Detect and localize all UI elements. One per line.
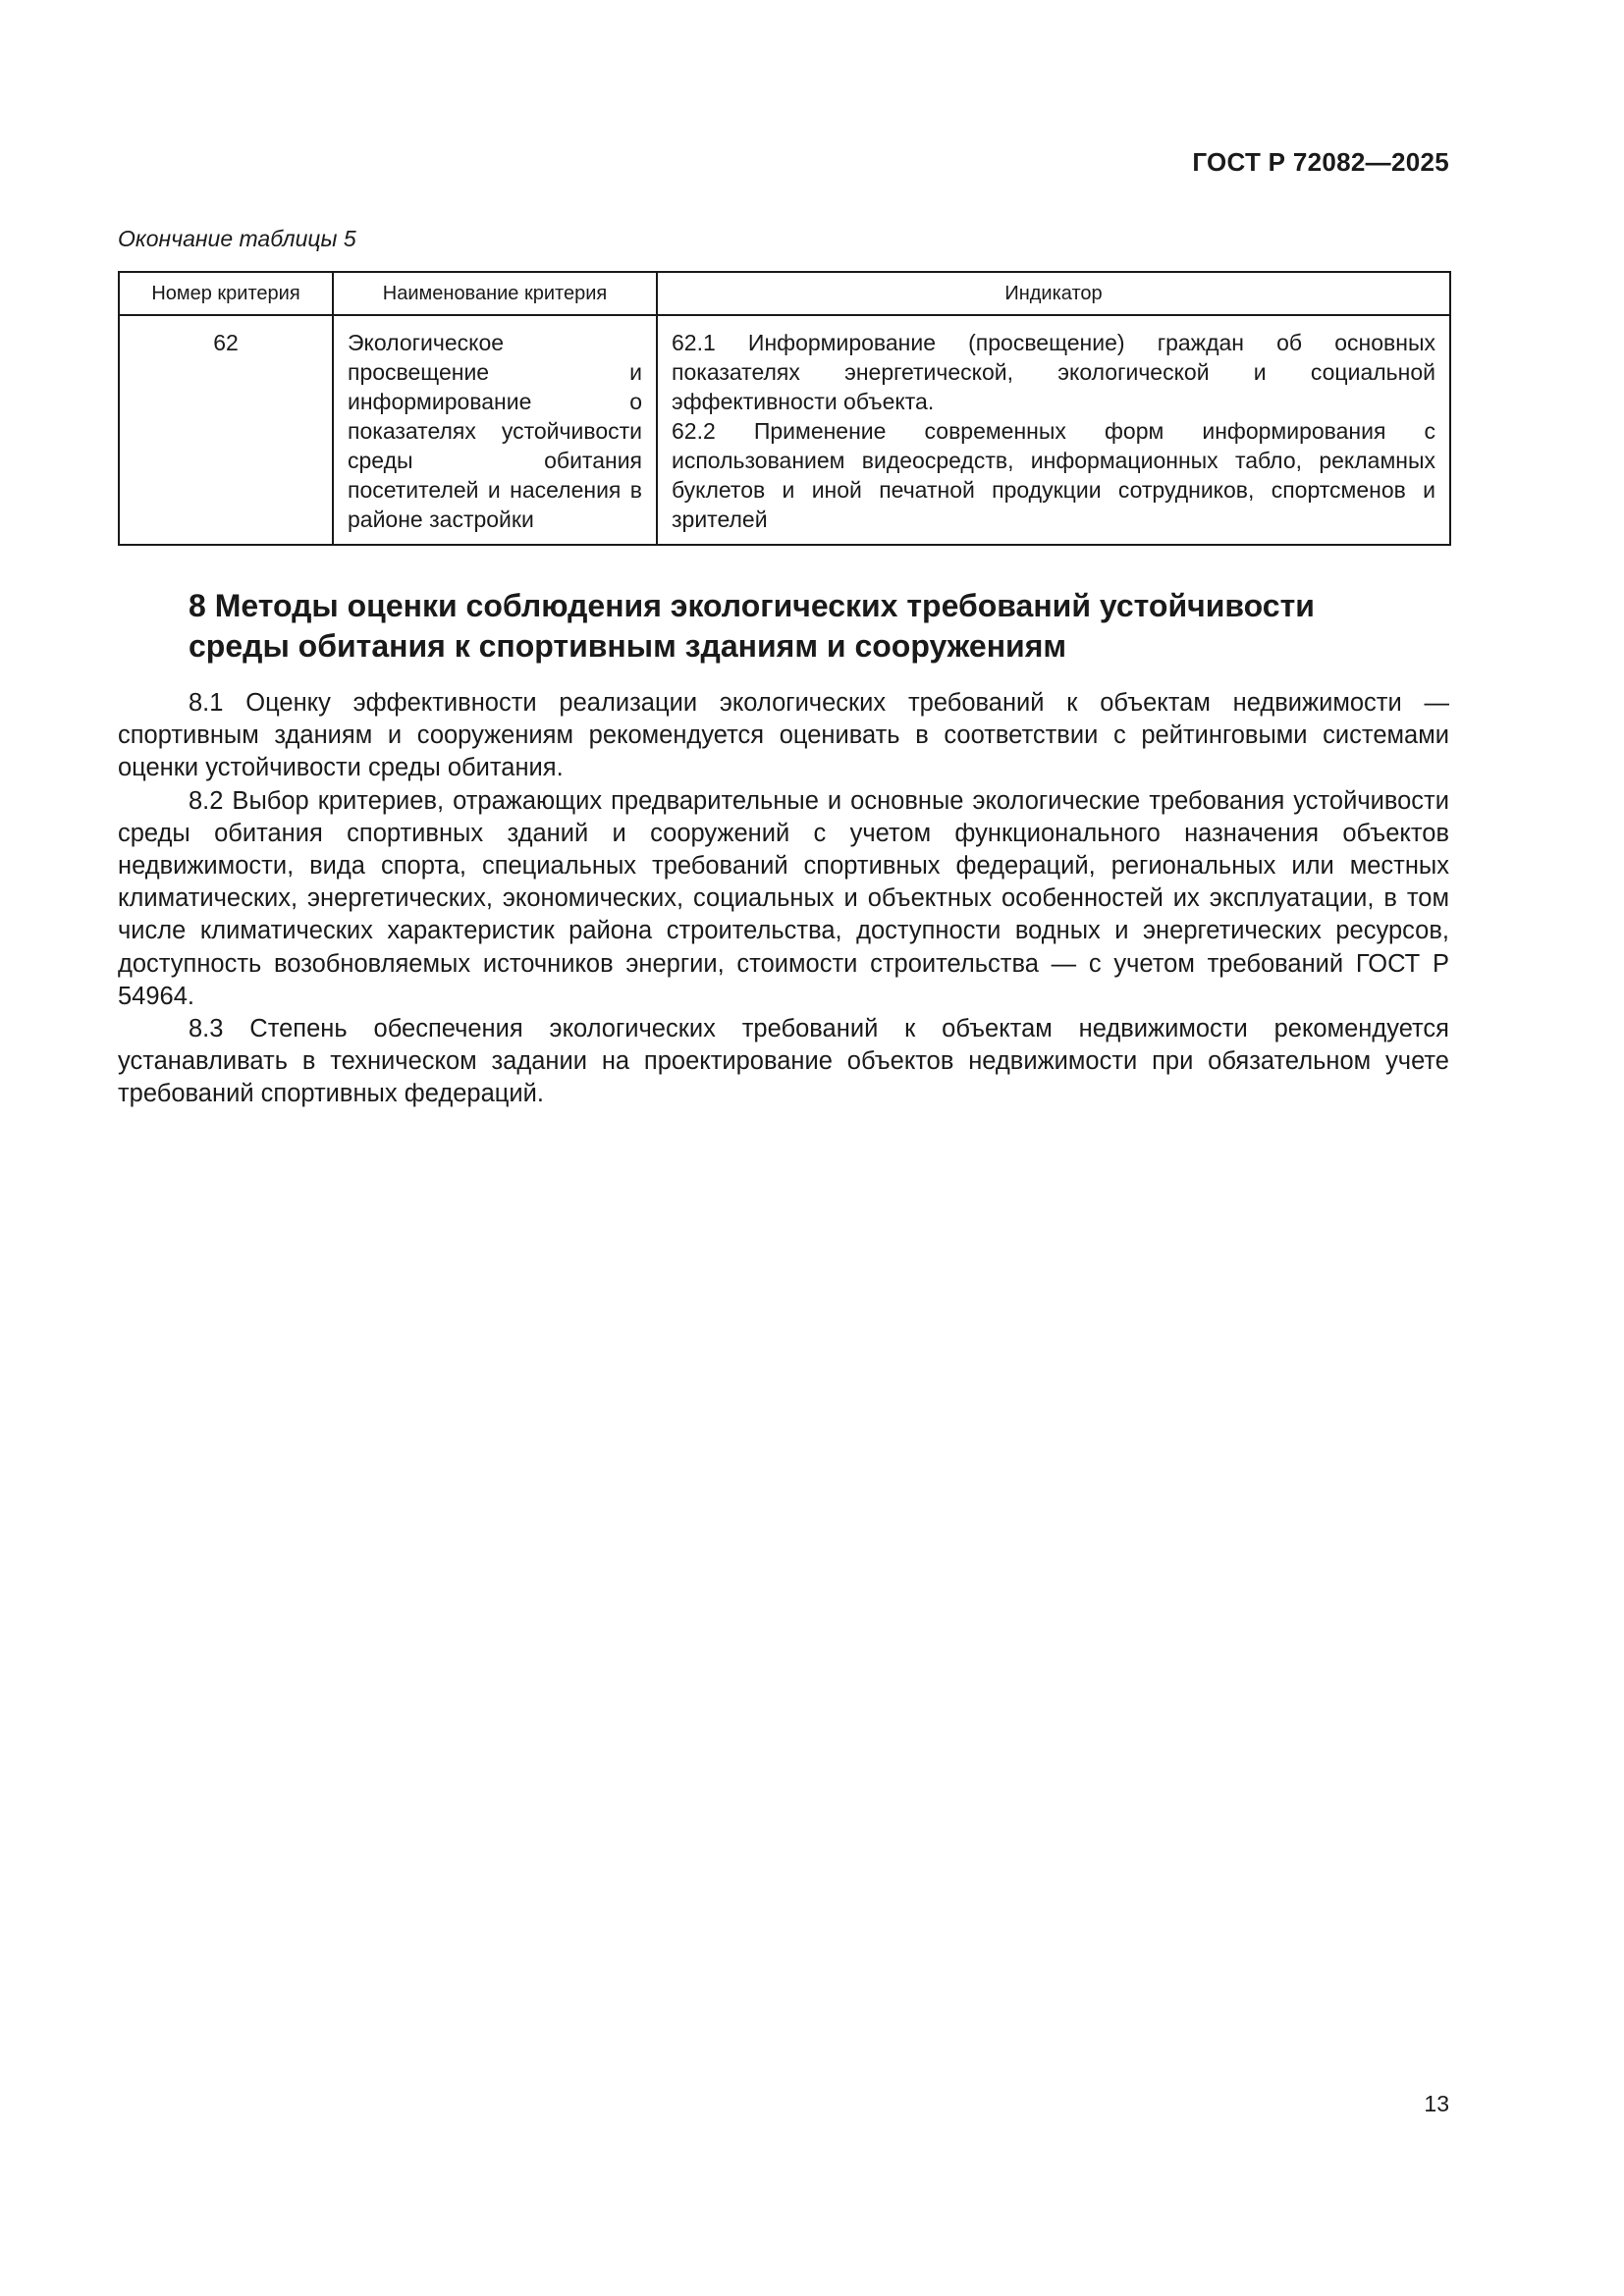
indicator-item: 62.2 Применение современных форм информирования с использованием видеосредств, информационных табло, рекламных буклетов и иной печатной продукции сотрудников, спортсменов и зрителей (672, 418, 1435, 532)
criterion-number: 62 (119, 315, 333, 545)
table-row (119, 315, 1450, 545)
page-number: 13 (1424, 2091, 1449, 2116)
column-header-indicator: Индикатор (657, 272, 1450, 315)
indicator-item: 62.1 Информирование (просвещение) граждан об основных показателях энергетической, экологической и социальной эффективности объекта. (672, 330, 1435, 414)
paragraph-8-1: 8.1 Оценку эффективности реализации экологических требований к объектам недвижимости — спортивным зданиям и сооружениям рекомендуется оценивать в соответствии с рейтинговыми системами оценки устойчивости среды обитания. (118, 689, 1449, 782)
document-code: ГОСТ Р 72082—2025 (1192, 147, 1449, 177)
column-header-number: Номер критерия (119, 272, 333, 315)
paragraph-8-2: 8.2 Выбор критериев, отражающих предварительные и основные экологические требования устойчивости среды обитания спортивных зданий и сооружений с учетом функционального назначения объектов недвижимости, вида спорта, специальных требований спортивных федераций, региональных или местных климатических, энергетических, экономических, социальных и объектных особенностей их эксплуатации, в том числе климатических характеристик района строительства, доступности водных и энергетических ресурсов, доступность возобновляемых источников энергии, стоимости строительства — с учетом требований ГОСТ Р 54964. (118, 786, 1449, 1010)
criteria-table (118, 271, 1451, 546)
section-title: 8 Методы оценки соблюдения экологических требований устойчивости среды обитания к спортивным зданиям и сооружениям (189, 588, 1315, 664)
table-caption: Окончание таблицы 5 (118, 226, 356, 251)
criterion-name: Экологическое просвещение и информирование о показателях устойчивости среды обитания посетителей и населения в районе застройки (333, 315, 657, 545)
column-header-name: Наименование критерия (333, 272, 657, 315)
criterion-indicator (657, 315, 1450, 545)
section-body (118, 687, 1449, 1111)
paragraph-8-3: 8.3 Степень обеспечения экологических требований к объектам недвижимости рекомендуется устанавливать в техническом задании на проектирование объектов недвижимости при обязательном учете требований спортивных федераций. (118, 1015, 1449, 1108)
table-header-row (119, 272, 1450, 315)
